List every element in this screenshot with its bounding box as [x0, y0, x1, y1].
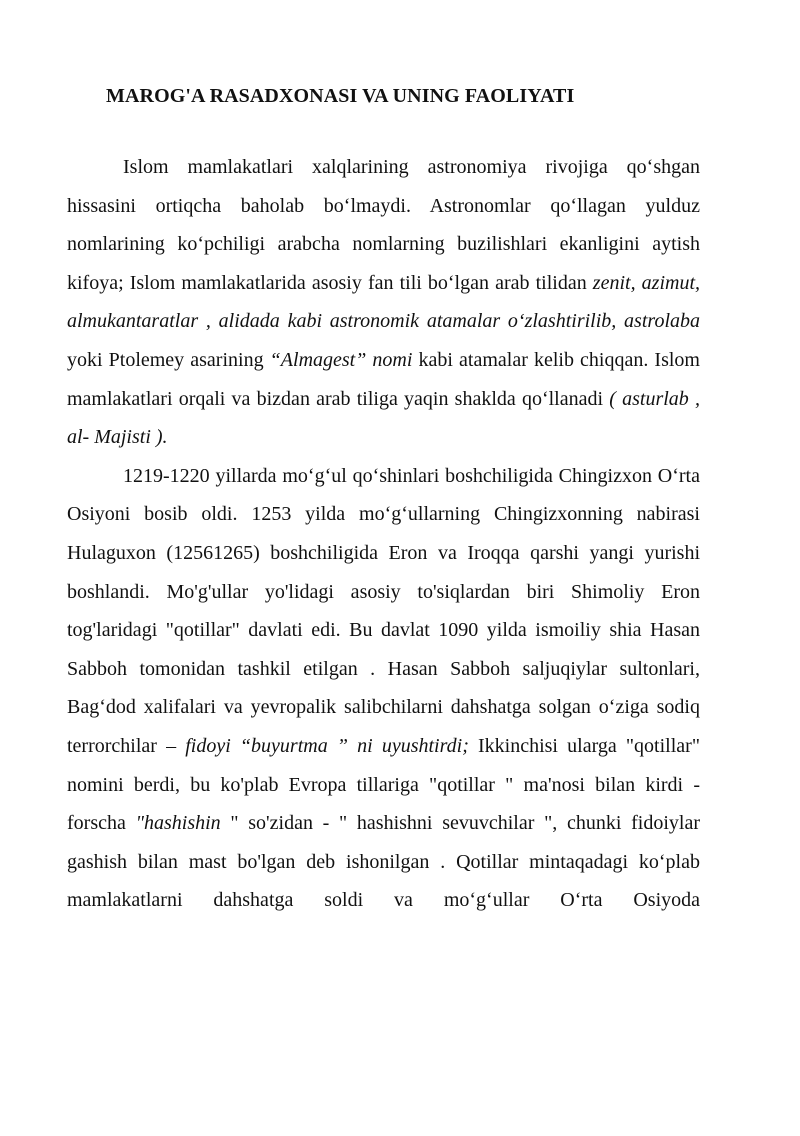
paragraph-2-italic-1: fidoyi “buyurtma ” ni uyushtirdi; — [185, 734, 469, 757]
paragraph-2-italic-2: "hashishin — [135, 812, 221, 835]
paragraph-2-text-2: Ikkinchisi ularga "qotillar" nomini berdi, bu ko'plab Evropa tillariga "qotillar " ma'nosi bilan kirdi - forscha — [67, 734, 700, 835]
paragraph-1-italic-3: ( asturlab , al- Majisti ). — [67, 387, 701, 449]
paragraph-1 — [67, 148, 700, 457]
paragraph-2-text-3: " so'zidan - " hashishni sevuvchilar ", chunki fidoiylar gashish bilan mast bo'lgan deb ishonilgan . Qotillar mintaqadagi ko‘plab mamlakatlarni dahshatga soldi va mo‘g‘ullar O‘rta Osiyoda — [67, 812, 700, 912]
paragraph-2 — [67, 457, 700, 920]
paragraph-1-italic-2: “Almagest” nomi — [269, 348, 413, 371]
paragraph-2-text-1: 1219-1220 yillarda mo‘g‘ul qo‘shinlari boshchiligida Chingizxon O‘rta Osiyoni bosib oldi. 1253 yilda mo‘g‘ullarning Chingizxonning nabirasi Hulaguxon (12561265) boshchiligida Eron va Iroqqa qarshi yangi yurishi boshlandi. Mo'g'ullar yo'lidagi asosiy to'siqlardan biri Shimoliy Eron tog'laridagi "qotillar" davlati edi. Bu davlat 1090 yilda ismoiliy shia Hasan Sabboh tomonidan tashkil etilgan . Hasan Sabboh saljuqiylar sultonlari, Bag‘dod xalifalari va yevropalik salibchilarni dahshatga solgan o‘ziga sodiq terrorchilar – — [67, 464, 700, 757]
paragraph-1-italic-1: zenit, azimut, almukantaratlar , alidada kabi astronomik atamalar o‘zlashtirilib, astrolaba — [67, 271, 701, 333]
paragraph-1-text-2: yoki Ptolemey asarining — [67, 348, 270, 371]
document-title: MAROG'A RASADXONASI VA UNING FAOLIYATI — [106, 85, 575, 107]
paragraph-1-text-3: kabi atamalar kelib chiqqan. Islom mamlakatlari orqali va bizdan arab tiliga yaqin shaklda qo‘llanadi — [67, 348, 700, 410]
document-body — [67, 148, 700, 920]
paragraph-1-text-1: Islom mamlakatlari xalqlarining astronomiya rivojiga qo‘shgan hissasini ortiqcha baholab bo‘lmaydi. Astronomlar qo‘llagan yulduz nomlarining ko‘pchiligi arabcha nomlarning buzilishlari ekanligini aytish kifoya; Islom mamlakatlarida asosiy fan tili bo‘lgan arab tilidan — [67, 156, 700, 294]
